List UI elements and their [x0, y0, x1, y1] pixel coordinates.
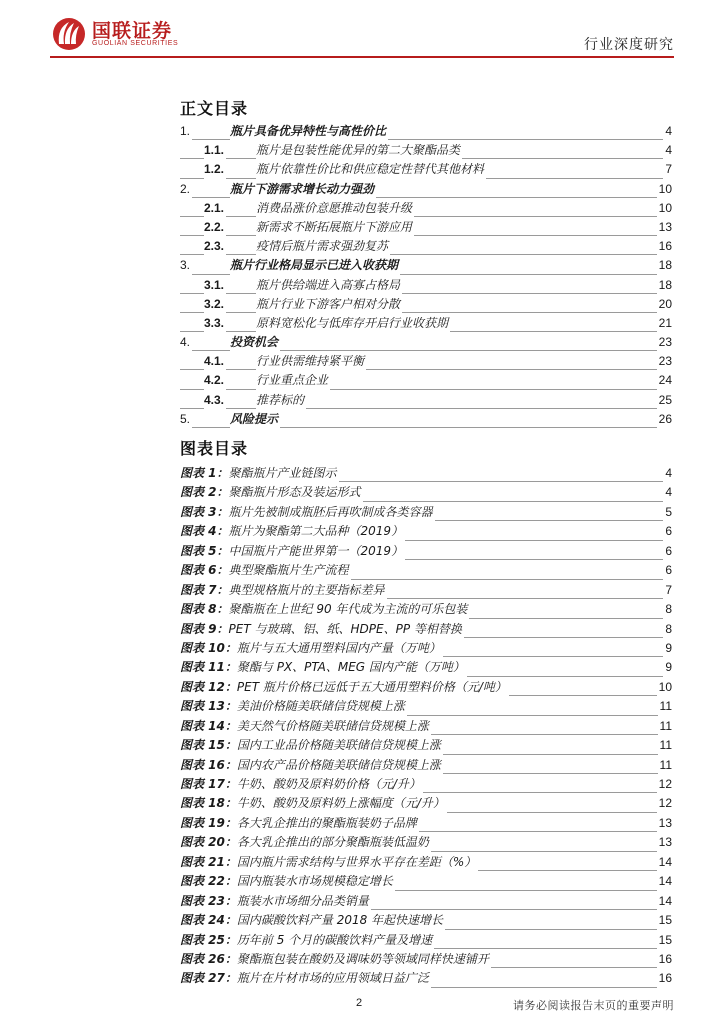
- report-type-label: 行业深度研究: [584, 37, 674, 53]
- figure-entry[interactable]: [180, 542, 672, 561]
- toc-entry[interactable]: [180, 314, 672, 333]
- figure-entry-text: 各大乳企推出的部分聚酯瓶装低温奶: [236, 835, 429, 850]
- figure-entry-page: 4: [663, 483, 672, 502]
- figure-entry-page: 14: [657, 853, 672, 872]
- toc-entry-title: 新需求不断拓展瓶片下游应用: [256, 218, 414, 237]
- figure-entry-page: 11: [658, 756, 672, 775]
- logo-text-cn: 国联证券: [92, 20, 173, 42]
- figure-entry-page: 16: [657, 950, 672, 969]
- figure-entry-label: 图表 26：: [180, 951, 237, 966]
- figure-entry-page: 12: [657, 775, 672, 794]
- toc-entry-number: 2.2.: [204, 218, 226, 237]
- figure-entry[interactable]: [180, 658, 672, 677]
- toc-entry-number: 3.: [180, 256, 192, 275]
- figure-entry[interactable]: [180, 911, 672, 930]
- toc-entry-number: 4.3.: [204, 391, 226, 410]
- figure-entry-title: [180, 464, 339, 483]
- figure-entry-page: 9: [663, 658, 672, 677]
- toc-entry-number: 2.: [180, 180, 192, 199]
- toc-entry-number: 4.2.: [204, 371, 226, 390]
- figure-entry[interactable]: [180, 950, 672, 969]
- toc-entry-title: 原料宽松化与低库存开启行业收获期: [256, 314, 450, 333]
- toc-entry-title: 疫情后瓶片需求强劲复苏: [256, 237, 390, 256]
- toc-entry-underline: [180, 216, 672, 217]
- figure-entry-text: 典型规格瓶片的主要指标差异: [228, 582, 385, 597]
- figure-entry-text: 国内工业品价格随美联储信贷规模上涨: [236, 738, 441, 753]
- figure-entry-page: 15: [657, 911, 672, 930]
- figure-entry-title: [180, 581, 387, 600]
- toc-entry-page: 7: [663, 160, 672, 179]
- figure-entry-title: [180, 950, 491, 969]
- figure-entry-text: 聚酯瓶片形态及装运形式: [228, 485, 361, 500]
- figure-entry-title: [180, 483, 363, 502]
- figure-entry-label: 图表 2：: [180, 485, 229, 500]
- figure-entry[interactable]: [180, 833, 672, 852]
- figure-entry-title: [180, 911, 445, 930]
- toc-entry-underline: [180, 369, 672, 370]
- figure-entry[interactable]: [180, 483, 672, 502]
- toc-entry-title: 瓶片供给端进入高寡占格局: [256, 276, 402, 295]
- figure-entry-page: 14: [657, 872, 672, 891]
- figure-entry-text: 牛奶、酸奶及原料奶价格（元/升）: [236, 777, 421, 791]
- figure-entry-page: 5: [663, 503, 672, 522]
- figure-entry-page: 11: [658, 717, 672, 736]
- figure-entry-title: [180, 756, 443, 775]
- figure-entry-title: [180, 522, 405, 541]
- figure-entry[interactable]: [180, 600, 672, 619]
- figure-entry-label: 图表 11：: [180, 660, 237, 675]
- toc-entry-title: 行业重点企业: [256, 371, 330, 390]
- disclaimer-note: 请务必阅读报告末页的重要声明: [513, 999, 674, 1012]
- figure-entry-title: [180, 717, 431, 736]
- toc-entry[interactable]: [180, 122, 672, 141]
- figure-entry-text: 瓶片在片材市场的应用领域日益广泛: [236, 971, 429, 986]
- figure-entry-title: [180, 620, 464, 639]
- figure-entry-label: 图表 7：: [180, 582, 229, 597]
- figure-entry-title: [180, 872, 395, 891]
- figure-entry-page: 8: [663, 600, 672, 619]
- toc-entry[interactable]: [180, 141, 672, 160]
- figure-entry-text: 聚酯与 PX、PTA、MEG 国内产能（万吨）: [236, 660, 465, 675]
- toc-entry-page: 16: [657, 237, 672, 256]
- toc-entry-number: 2.1.: [204, 199, 226, 218]
- figure-entry-label: 图表 8：: [180, 602, 229, 617]
- toc-entry[interactable]: [180, 352, 672, 371]
- toc-entry-title: 风险提示: [230, 410, 280, 429]
- toc-entry[interactable]: [180, 256, 672, 275]
- figure-entry-text: PET 与玻璃、铝、纸、HDPE、PP 等相替换: [228, 621, 462, 636]
- figure-entry[interactable]: [180, 853, 672, 872]
- toc-entry-number: 2.3.: [204, 237, 226, 256]
- figure-entry-text: 聚酯瓶包装在酸奶及调味奶等领域同样快速铺开: [236, 951, 489, 966]
- company-logo: [50, 14, 200, 52]
- figure-entry-text: 聚酯瓶片产业链图示: [228, 466, 337, 480]
- toc-entry-number: 3.2.: [204, 295, 226, 314]
- figure-entry-text: 中国瓶片产能世界第一（2019）: [228, 543, 404, 558]
- toc-entry-underline: [180, 312, 672, 313]
- figure-entry[interactable]: [180, 678, 672, 697]
- toc-entry[interactable]: [180, 371, 672, 390]
- toc-entry[interactable]: [180, 180, 672, 199]
- toc-entry-title: 瓶片依靠性价比和供应稳定性替代其他材料: [256, 160, 486, 179]
- figure-entry[interactable]: [180, 503, 672, 522]
- figure-entry-title: [180, 658, 467, 677]
- toc-entry-page: 23: [657, 352, 672, 371]
- figure-entry-page: 16: [657, 969, 672, 988]
- figure-entry[interactable]: [180, 717, 672, 736]
- toc-entry[interactable]: [180, 199, 672, 218]
- figure-entry[interactable]: [180, 756, 672, 775]
- toc-entry-number: 3.3.: [204, 314, 226, 333]
- figure-entry[interactable]: [180, 522, 672, 541]
- figure-entry-label: 图表 20：: [180, 835, 237, 850]
- toc-entry-number: 1.2.: [204, 160, 226, 179]
- toc-entry-title: 瓶片是包装性能优异的第二大聚酯品类: [256, 141, 462, 160]
- figure-entry-page: 9: [663, 639, 672, 658]
- figure-list: [180, 464, 672, 989]
- figure-entry-page: 12: [657, 794, 672, 813]
- toc-entry-number: 1.: [180, 122, 192, 141]
- toc-entry-page: 4: [663, 122, 672, 141]
- figure-entry[interactable]: [180, 620, 672, 639]
- figure-entry-label: 图表 25：: [180, 932, 237, 947]
- figure-entry-title: [180, 969, 431, 988]
- figure-entry-text: 美油价格随美联储信贷规模上涨: [236, 699, 405, 714]
- toc-entry-number: 4.: [180, 333, 192, 352]
- figure-entry[interactable]: [180, 892, 672, 911]
- toc-entry-page: 23: [657, 333, 672, 352]
- figure-entry-title: [180, 639, 443, 658]
- page-header: [0, 0, 724, 62]
- toc-entry[interactable]: [180, 410, 672, 429]
- toc-entry[interactable]: [180, 333, 672, 352]
- figure-entry-text: 瓶装水市场细分品类销量: [236, 893, 369, 908]
- figure-entry-title: [180, 853, 478, 872]
- table-of-contents: [180, 122, 672, 429]
- figure-entry-text: 瓶片与五大通用塑料国内产量（万吨）: [236, 640, 441, 655]
- figure-entry-text: 国内农产品价格随美联储信贷规模上涨: [236, 757, 441, 772]
- toc-entry-underline: [180, 235, 672, 236]
- figure-entry-title: [180, 794, 447, 813]
- figure-entry-page: 6: [663, 542, 672, 561]
- figure-entry-label: 图表 6：: [180, 563, 229, 578]
- toc-entry-title: 推荐标的: [256, 391, 306, 410]
- figure-entry[interactable]: [180, 736, 672, 755]
- toc-entry-title: 消费品涨价意愿推动包装升级: [256, 199, 414, 218]
- logo-text-en: GUOLIAN SECURITIES: [92, 40, 179, 47]
- figure-entry-label: 图表 3：: [180, 504, 229, 519]
- toc-entry-page: 4: [663, 141, 672, 160]
- figure-entry[interactable]: [180, 697, 672, 716]
- toc-entry-page: 20: [657, 295, 672, 314]
- figure-entry-page: 7: [663, 581, 672, 600]
- toc-entry-number: 5.: [180, 410, 192, 429]
- toc-entry[interactable]: [180, 237, 672, 256]
- figure-entry-title: [180, 678, 509, 697]
- figure-entry-page: 11: [658, 697, 672, 716]
- figure-entry-label: 图表 23：: [180, 893, 237, 908]
- figure-entry-page: 13: [657, 814, 672, 833]
- figure-entry-page: 10: [657, 678, 672, 697]
- figure-entry-title: [180, 736, 443, 755]
- figure-entry-text: 国内瓶片需求结构与世界水平存在差距（%）: [236, 854, 477, 869]
- figure-entry-title: [180, 503, 435, 522]
- figure-entry-text: 瓶片为聚酯第二大品种（2019）: [228, 524, 404, 539]
- figure-entry-text: 聚酯瓶在上世纪 90 年代成为主流的可乐包装: [228, 602, 468, 617]
- figure-entry[interactable]: [180, 561, 672, 580]
- figure-entry-label: 图表 15：: [180, 738, 237, 753]
- figure-entry-text: PET 瓶片价格已远低于五大通用塑料价格（元/吨）: [236, 679, 507, 694]
- figure-entry[interactable]: [180, 872, 672, 891]
- figure-entry-label: 图表 9：: [180, 621, 229, 636]
- toc-entry-title: 瓶片下游需求增长动力强劲: [230, 180, 376, 199]
- figure-entry-page: 13: [657, 833, 672, 852]
- guolian-logo-icon: [50, 14, 88, 52]
- figure-entry-label: 图表 19：: [180, 815, 237, 830]
- figure-entry[interactable]: [180, 814, 672, 833]
- toc-title: 正文目录: [180, 99, 249, 118]
- figure-entry-label: 图表 12：: [180, 679, 237, 694]
- toc-entry-number: 4.1.: [204, 352, 226, 371]
- figure-list-title: 图表目录: [180, 439, 249, 458]
- toc-entry-underline: [180, 254, 672, 255]
- toc-entry-page: 13: [657, 218, 672, 237]
- toc-entry-page: 10: [657, 180, 672, 199]
- figure-entry-text: 各大乳企推出的聚酯瓶装奶子品牌: [236, 815, 417, 830]
- toc-entry-page: 25: [657, 391, 672, 410]
- figure-entry-title: [180, 600, 469, 619]
- page-number: 2: [356, 997, 363, 1009]
- figure-entry-page: 14: [657, 892, 672, 911]
- figure-entry-label: 图表 22：: [180, 874, 237, 889]
- toc-entry-underline: [180, 389, 672, 390]
- figure-entry-label: 图表 1：: [180, 466, 229, 480]
- figure-entry-title: [180, 697, 407, 716]
- figure-entry-text: 国内瓶装水市场规模稳定增长: [236, 874, 393, 889]
- toc-entry[interactable]: [180, 160, 672, 179]
- figure-entry-title: [180, 542, 405, 561]
- toc-entry-number: 3.1.: [204, 276, 226, 295]
- toc-entry-underline: [180, 408, 672, 409]
- toc-entry-page: 18: [657, 276, 672, 295]
- figure-entry[interactable]: [180, 969, 672, 988]
- figure-entry-text: 历年前 5 个月的碳酸饮料产量及增速: [236, 932, 433, 947]
- figure-entry[interactable]: [180, 931, 672, 950]
- figure-entry[interactable]: [180, 639, 672, 658]
- figure-entry[interactable]: [180, 794, 672, 813]
- figure-entry-label: 图表 17：: [180, 777, 237, 791]
- figure-entry-text: 典型聚酯瓶片生产流程: [228, 563, 349, 578]
- figure-entry-label: 图表 21：: [180, 854, 237, 869]
- figure-entry-title: [180, 775, 423, 794]
- toc-entry-title: 投资机会: [230, 333, 280, 352]
- figure-entry-label: 图表 5：: [180, 543, 229, 558]
- toc-entry-title: 瓶片行业格局显示已进入收获期: [230, 256, 400, 275]
- figure-entry-page: 6: [663, 522, 672, 541]
- toc-entry[interactable]: [180, 391, 672, 410]
- figure-entry-label: 图表 10：: [180, 640, 237, 655]
- figure-entry-page: 6: [663, 561, 672, 580]
- figure-entry-text: 美天然气价格随美联储信贷规模上涨: [236, 718, 429, 733]
- figure-entry-title: [180, 892, 371, 911]
- figure-entry-label: 图表 18：: [180, 796, 237, 811]
- figure-entry-label: 图表 16：: [180, 757, 237, 772]
- toc-entry-page: 24: [657, 371, 672, 390]
- figure-entry-label: 图表 24：: [180, 913, 237, 928]
- toc-entry[interactable]: [180, 276, 672, 295]
- figure-entry-label: 图表 4：: [180, 524, 229, 539]
- figure-entry[interactable]: [180, 581, 672, 600]
- toc-entry[interactable]: [180, 218, 672, 237]
- toc-entry-page: 18: [657, 256, 672, 275]
- toc-entry-title: 行业供需维持紧平衡: [256, 352, 366, 371]
- figure-entry-label: 图表 27：: [180, 971, 237, 986]
- figure-entry-title: [180, 931, 434, 950]
- figure-entry-label: 图表 13：: [180, 699, 237, 714]
- figure-entry-text: 国内碳酸饮料产量 2018 年起快速增长: [236, 913, 444, 928]
- toc-entry-title: 瓶片具备优异特性与高性价比: [230, 122, 388, 141]
- toc-entry[interactable]: [180, 295, 672, 314]
- figure-entry-text: 瓶片先被制成瓶胚后再吹制成各类容器: [228, 504, 433, 519]
- figure-entry-text: 牛奶、酸奶及原料奶上涨幅度（元/升）: [236, 796, 445, 811]
- figure-entry[interactable]: [180, 464, 672, 483]
- toc-entry-page: 21: [657, 314, 672, 333]
- header-divider: [50, 56, 674, 58]
- toc-entry-underline: [180, 293, 672, 294]
- toc-entry-page: 10: [657, 199, 672, 218]
- figure-entry[interactable]: [180, 775, 672, 794]
- toc-entry-title: 瓶片行业下游客户相对分散: [256, 295, 402, 314]
- figure-entry-page: 15: [657, 931, 672, 950]
- toc-entry-number: 1.1.: [204, 141, 226, 160]
- figure-entry-title: [180, 814, 419, 833]
- figure-entry-title: [180, 561, 351, 580]
- toc-entry-page: 26: [657, 410, 672, 429]
- figure-entry-page: 4: [663, 464, 672, 483]
- figure-entry-page: 11: [658, 736, 672, 755]
- figure-entry-page: 8: [663, 620, 672, 639]
- figure-entry-title: [180, 833, 431, 852]
- figure-entry-label: 图表 14：: [180, 718, 237, 733]
